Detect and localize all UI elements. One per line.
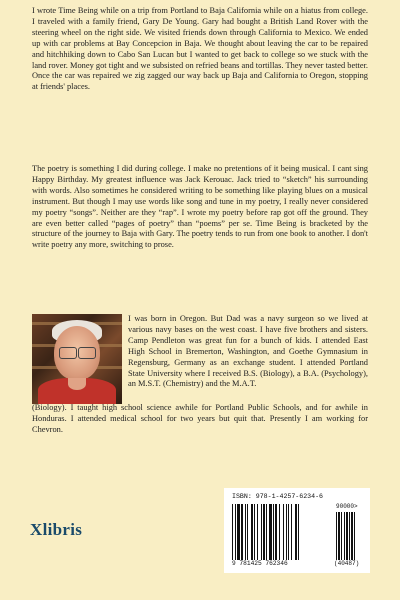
barcode-block [224,488,370,573]
barcode-bars-icon [232,504,362,560]
barcode-digits: 9 781425 762346 [232,560,288,567]
publisher-logo: Xlibris [30,520,83,539]
price-code: 90000> [336,503,358,510]
paragraph-bio: I was born in Oregon. But Dad was a navy surgeon so we lived at various navy bases on the west coast. I have five brothers and sisters. Camp Pendleton was great fun for a bunch of kids. I attended East High School in Bremerton, Washington, and Goethe Gymnasium in Regensburg, Germany as an exchange student. I attended Portland State University where I received B.S. (Biology), a B.A. (Psychology), an M.S.T. (Chemistry) and the M.A.T. [128,314,368,389]
paragraph-trip: I wrote Time Being while on a trip from Portland to Baja California while on a hiatus from college. I traveled with a family friend, Gary De Young. Gary had bought a British Land Rover with the steering wheel on the right side. We visited friends down through California to Mexico. We ended up with car problems at Bay Concepcion in Baja. We thought about leaving the car to be repaired and hitchhiking down to Cabo San Lucan but I wanted to get back to college so we stuck with the land rover. Money got tight and we subsisted on refried beans and tortillas. They never tasted better. Once the car was repaired we zig zagged our way back up Baja and California to Oregon, stopping at friends' places. [32,6,368,92]
paragraph-bio-continued: (Biology). I taught high school science awhile for Portland Public Schools, and for awhile in Honduras. I attended medical school for two years but quit that. Presently I am working for Chevron. [32,403,368,434]
paragraph-poetry: The poetry is something I did during college. I make no pretentions of it being musical. I cant sing Happy Birthday. My greatest influence was Jack Kerouac. Jack tried to “sketch” his surrounding with words. Also sometimes he considered writing to be something like playing blues on a musical instrument. But though I may use words like song and tune in my poetry, I really never considered my poetry “songs”. Neither are they “rap”. I wrote my poetry before rap got off the ground. They are even better called “pages of poetry” than “poems” per se. Time Being is bracketed by the structure of the journey to Baja with Gary. The poetry tends to run from one book to another. I don't write poetry any more, switching to prose. [32,164,368,250]
author-photo [32,314,122,404]
isbn-label: ISBN: 978-1-4257-6234-6 [232,493,324,500]
barcode-addon-digits: (40487) [334,560,360,567]
